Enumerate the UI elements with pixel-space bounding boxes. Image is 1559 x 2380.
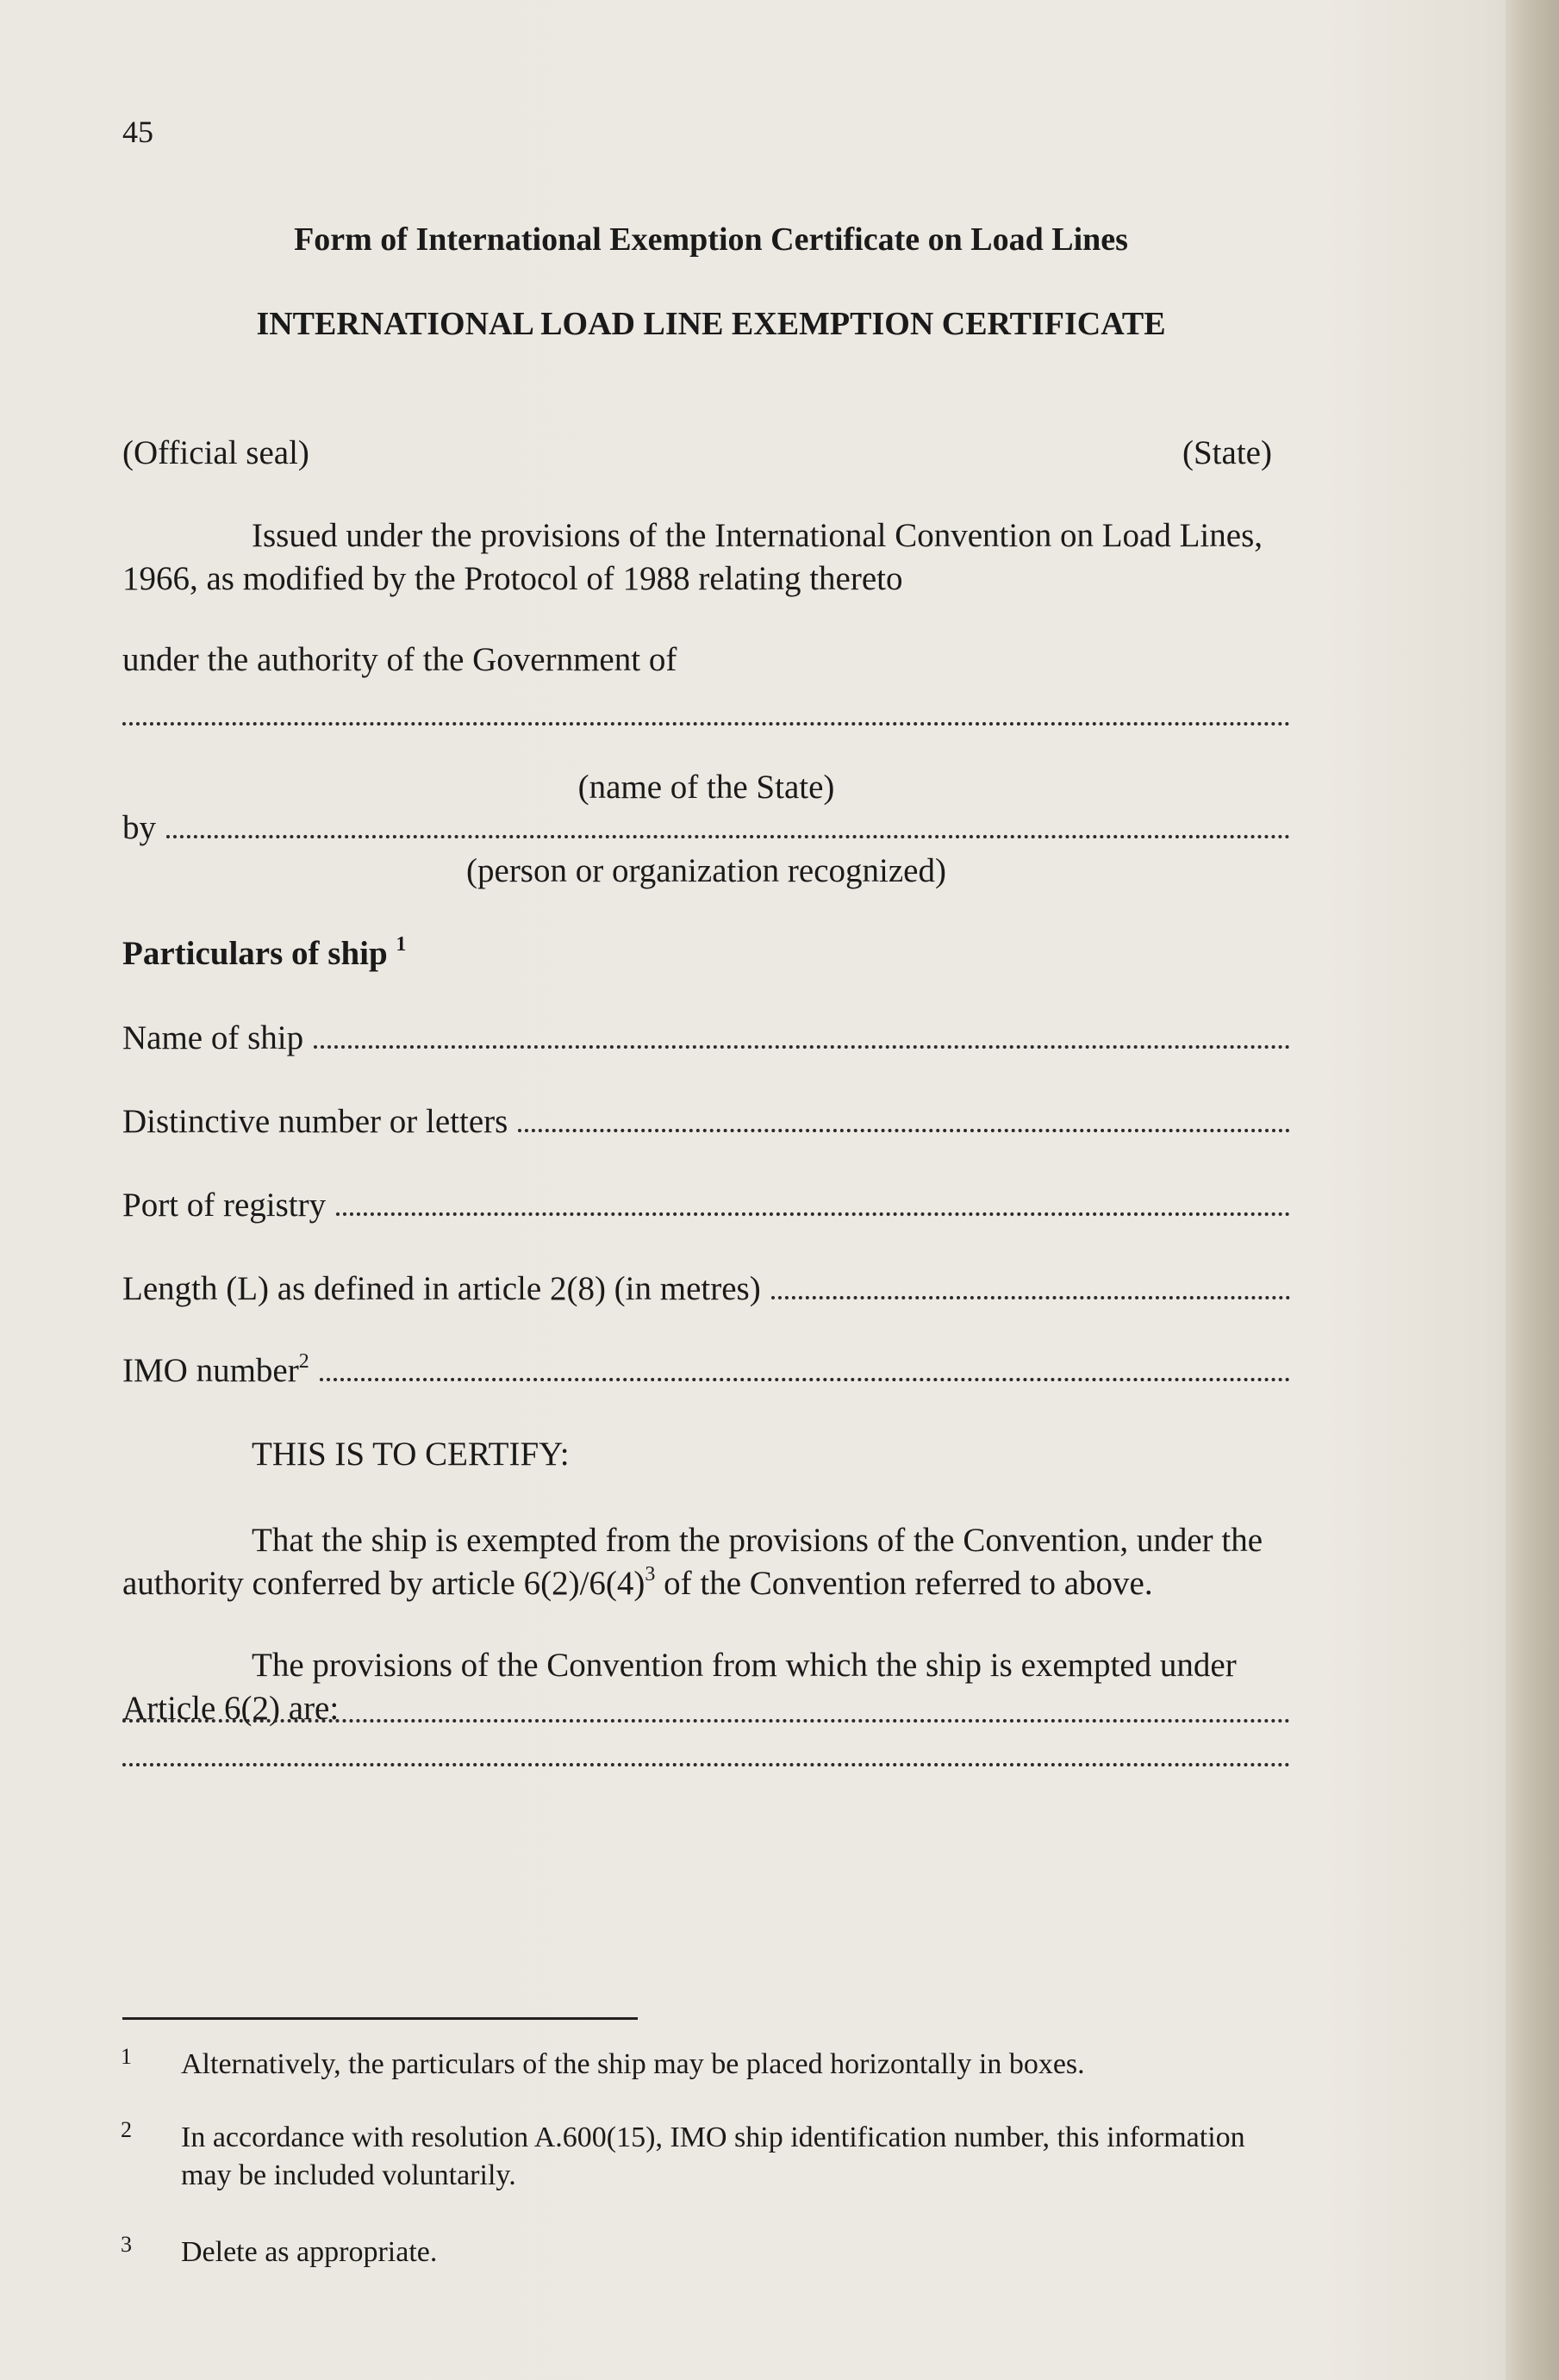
name-of-ship-field[interactable] — [122, 1018, 1290, 1059]
length-label: Length (L) as defined in article 2(8) (in metres) — [122, 1270, 761, 1307]
imo-number-label — [122, 1350, 320, 1392]
length-field[interactable] — [122, 1268, 1290, 1310]
imo-footnote-ref: 2 — [298, 1350, 309, 1373]
imo-number-field[interactable] — [122, 1350, 1290, 1392]
person-caption: (person or organization recognized) — [466, 852, 946, 889]
footnote-2-text: In accordance with resolution A.600(15), IMO ship identification number, this information may be included voluntarily. — [181, 2121, 1245, 2191]
provisions-fill-line-2[interactable] — [122, 1763, 1290, 1766]
distinctive-number-field[interactable] — [122, 1101, 1290, 1143]
footnote-1-number: 1 — [121, 2044, 132, 2069]
certify-text-part-1: That the ship is exempted from the provisions of the Convention, under the authority conferred by article 6(2)/6(4) — [122, 1522, 1263, 1602]
provisions-line-2[interactable] — [122, 1763, 1290, 1777]
port-of-registry-field[interactable] — [122, 1185, 1290, 1226]
imo-number-fill-line[interactable] — [320, 1378, 1290, 1381]
page-number: 45 — [122, 115, 153, 149]
state-name-line[interactable] — [122, 722, 1290, 736]
port-of-registry-fill-line[interactable] — [336, 1212, 1290, 1216]
state-name-caption: (name of the State) — [577, 769, 835, 806]
certify-heading: THIS IS TO CERTIFY: — [252, 1436, 570, 1473]
particulars-heading-text: Particulars of ship — [122, 935, 388, 972]
footnote-1-text: Alternatively, the particulars of the ship may be placed horizontally in boxes. — [181, 2048, 1085, 2080]
by-label: by — [122, 809, 156, 846]
official-seal-label: (Official seal) — [122, 434, 309, 471]
certificate-title: INTERNATIONAL LOAD LINE EXEMPTION CERTIFICATE — [256, 306, 1166, 342]
particulars-heading — [122, 933, 406, 975]
recognized-by-fill-line[interactable] — [166, 835, 1290, 838]
authority-text: under the authority of the Government of — [122, 641, 677, 678]
recognized-by-line[interactable] — [122, 807, 1290, 849]
provisions-line-1[interactable] — [122, 1719, 1290, 1733]
footnote-separator — [122, 2017, 638, 2020]
footnote-3-text: Delete as appropriate. — [181, 2236, 438, 2268]
state-label: (State) — [1182, 434, 1272, 471]
provisions-paragraph: The provisions of the Convention from which the ship is exempted under Article 6(2) are: — [122, 1647, 1237, 1727]
certify-footnote-ref: 3 — [645, 1563, 656, 1586]
particulars-footnote-ref: 1 — [396, 933, 407, 956]
imo-number-label-text: IMO number — [122, 1352, 299, 1389]
form-heading: Form of International Exemption Certificate on Load Lines — [294, 221, 1128, 258]
provisions-fill-line-1[interactable] — [122, 1719, 1290, 1723]
footnote-2-number: 2 — [121, 2117, 132, 2142]
distinctive-number-fill-line[interactable] — [518, 1129, 1290, 1132]
state-name-fill-line[interactable] — [122, 722, 1290, 726]
distinctive-number-label: Distinctive number or letters — [122, 1103, 508, 1140]
name-of-ship-fill-line[interactable] — [314, 1045, 1290, 1049]
issued-paragraph: Issued under the provisions of the International Convention on Load Lines, 1966, as modified by the Protocol of 1988 relating thereto — [122, 517, 1263, 597]
name-of-ship-label: Name of ship — [122, 1019, 304, 1056]
footnote-3-number: 3 — [121, 2232, 132, 2257]
page-edge — [1506, 0, 1559, 2380]
length-fill-line[interactable] — [771, 1296, 1290, 1299]
certify-paragraph — [122, 1519, 1299, 1605]
port-of-registry-label: Port of registry — [122, 1187, 327, 1224]
certify-text-part-2: of the Convention referred to above. — [655, 1565, 1153, 1602]
